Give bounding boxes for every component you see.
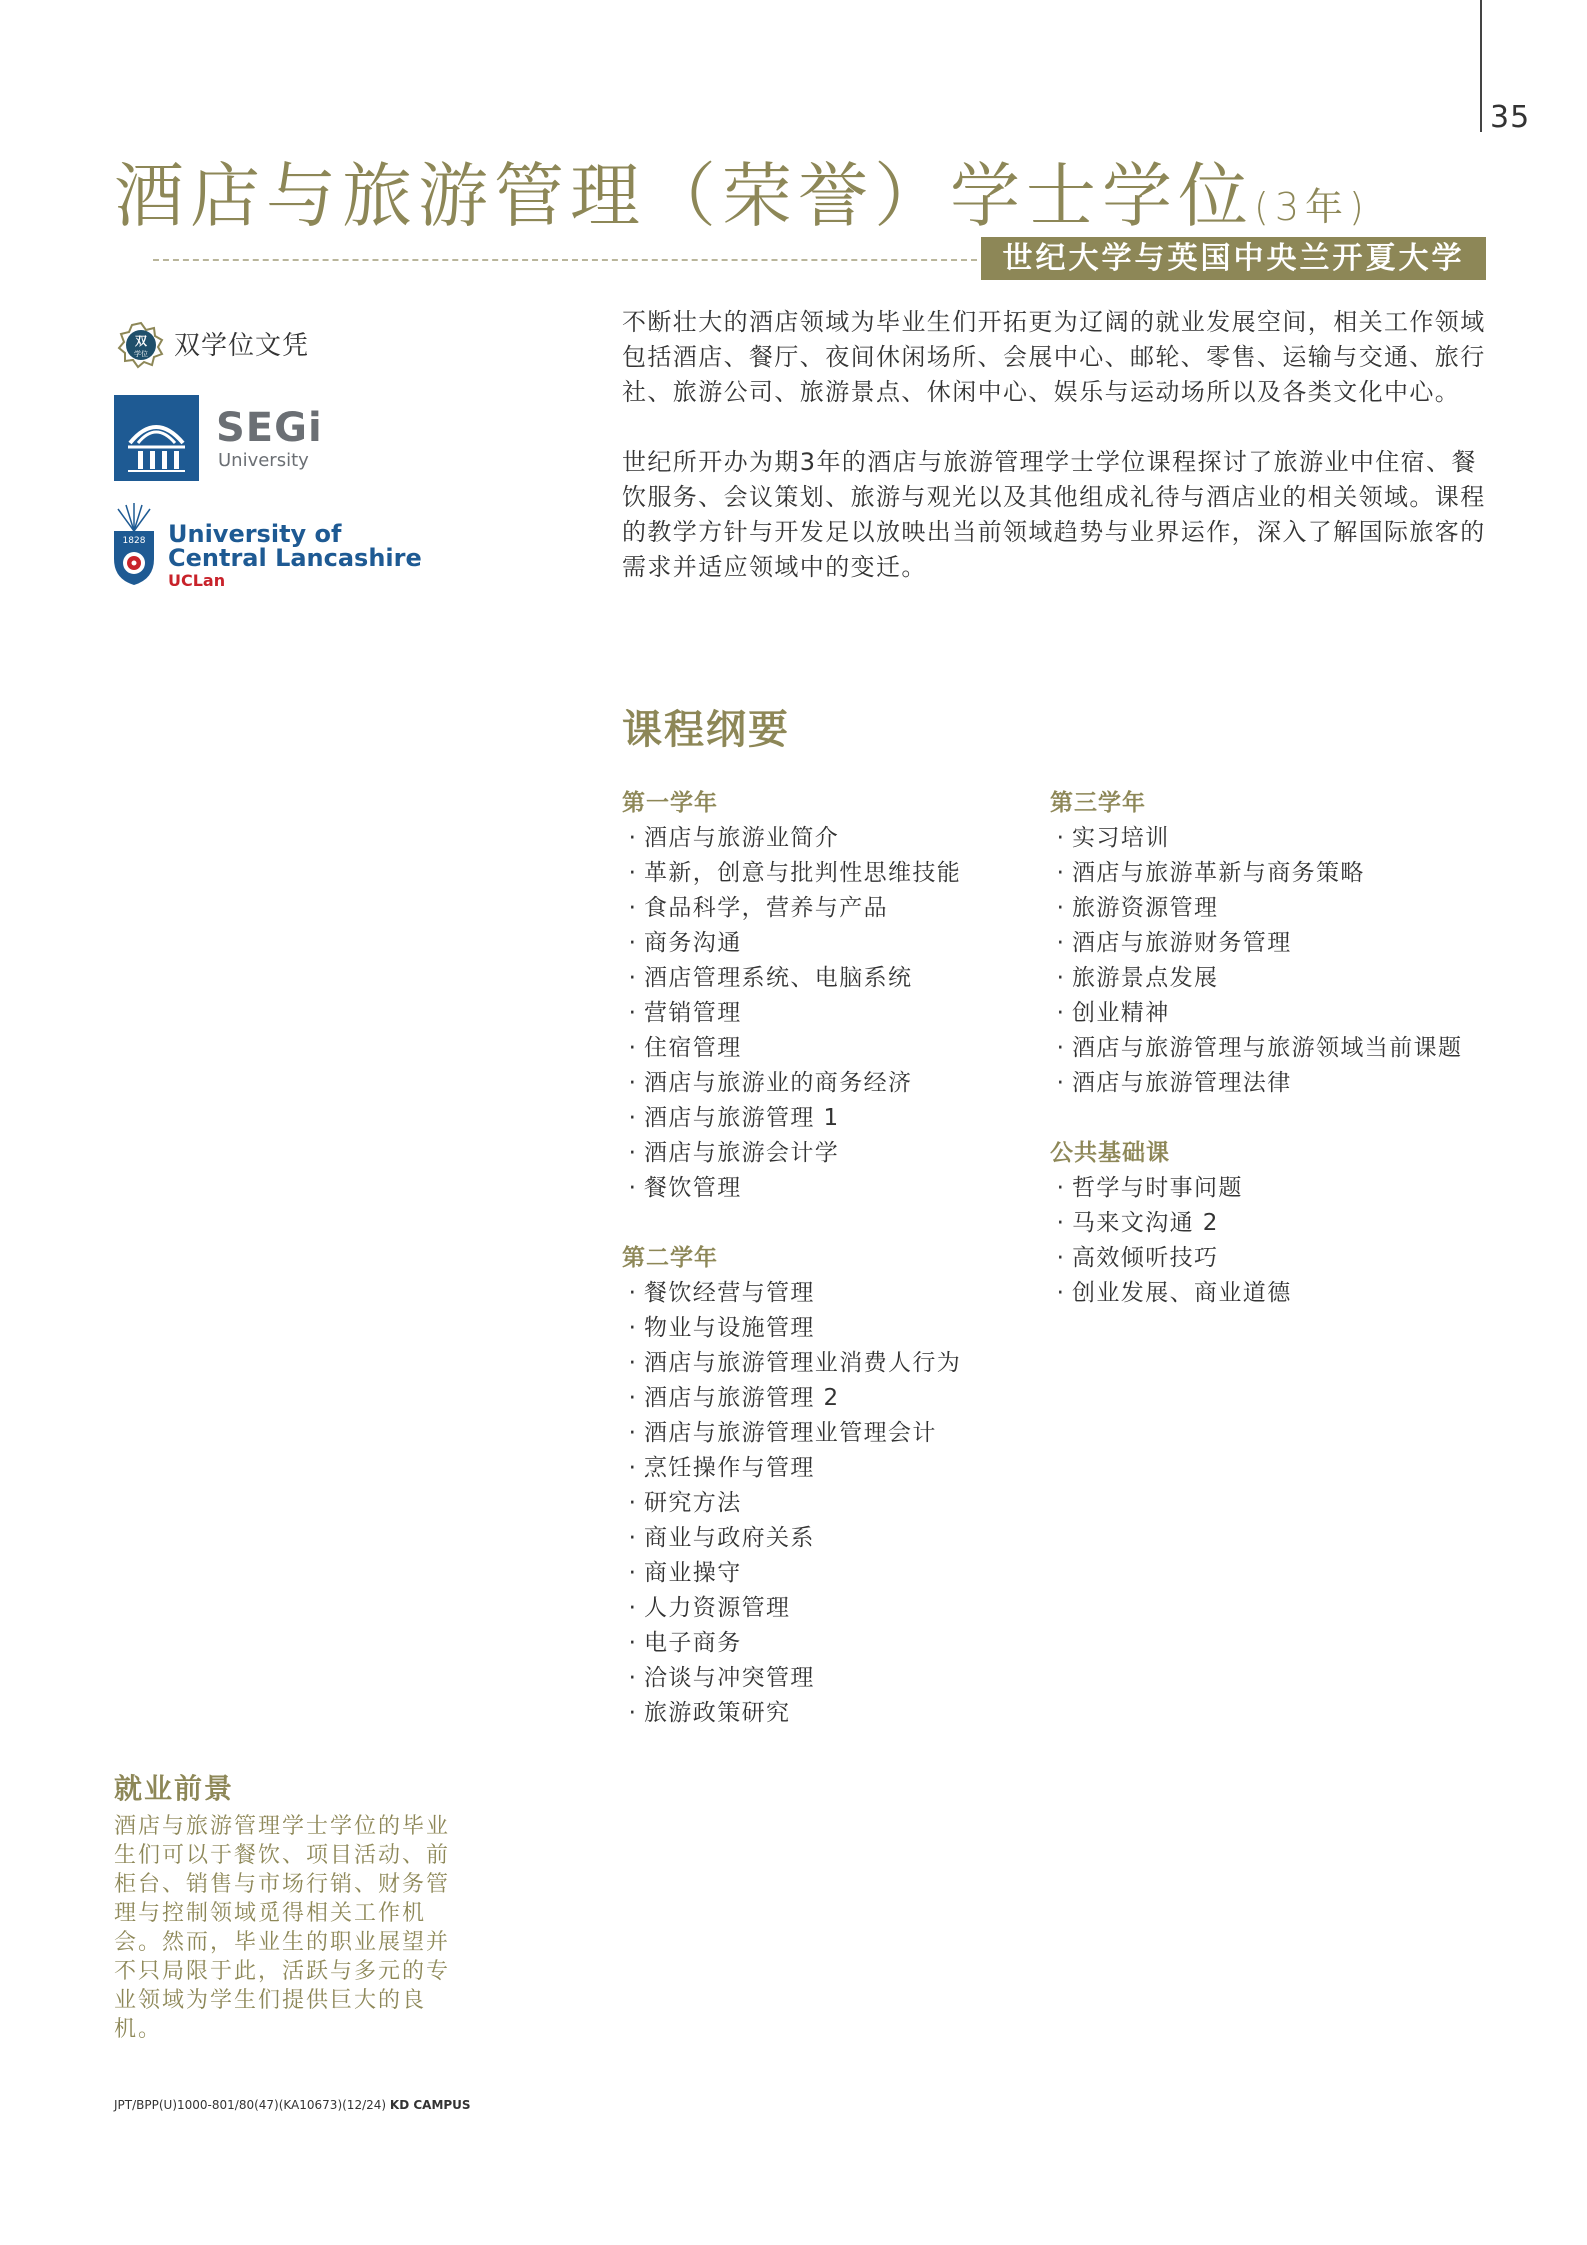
bullet: · xyxy=(628,1525,638,1551)
bullet: · xyxy=(628,1700,638,1726)
bullet: · xyxy=(1056,1000,1066,1026)
course-name: 洽谈与冲突管理 xyxy=(644,1665,815,1691)
course-item xyxy=(1050,821,1500,856)
year3-title: 第三学年 xyxy=(1050,790,1146,816)
course-name: 酒店与旅游业简介 xyxy=(644,825,840,851)
course-name: 创业精神 xyxy=(1072,1000,1170,1026)
course-name: 商业操守 xyxy=(644,1560,742,1586)
title-divider xyxy=(153,259,977,261)
bullet: · xyxy=(1056,1175,1066,1201)
course-name: 哲学与时事问题 xyxy=(1072,1175,1243,1201)
course-name: 营销管理 xyxy=(644,1000,742,1026)
course-item xyxy=(622,1171,1062,1206)
course-name: 人力资源管理 xyxy=(644,1595,791,1621)
bullet: · xyxy=(628,965,638,991)
course-name: 马来文沟通 2 xyxy=(1072,1210,1219,1236)
page-number: 35 xyxy=(1490,100,1531,135)
segi-logo-sub: University xyxy=(218,450,309,471)
course-item xyxy=(622,856,1062,891)
course-item xyxy=(1050,891,1500,926)
title-duration: (3年) xyxy=(1254,185,1370,229)
syllabus-right-column xyxy=(1050,786,1500,1311)
course-item xyxy=(1050,926,1500,961)
bullet: · xyxy=(628,1665,638,1691)
course-name: 实习培训 xyxy=(1072,825,1170,851)
syllabus-heading: 课程纲要 xyxy=(622,707,790,753)
page-title xyxy=(114,140,1370,241)
dual-degree-badge-icon xyxy=(116,320,166,370)
course-name: 旅游政策研究 xyxy=(644,1700,791,1726)
course-item xyxy=(622,1101,1062,1136)
course-name: 餐饮管理 xyxy=(644,1175,742,1201)
bullet: · xyxy=(628,1420,638,1446)
bullet: · xyxy=(1056,965,1066,991)
bullet: · xyxy=(628,1105,638,1131)
intro-paragraph-1: 不断壮大的酒店领域为毕业生们开拓更为辽阔的就业发展空间，相关工作领域包括酒店、餐厅、夜间休闲场所、会展中心、邮轮、零售、运输与交通、旅行社、旅游公司、旅游景点、休闲中心、娱乐与运动场所以及各类文化中心。 xyxy=(622,308,1486,406)
course-name: 酒店与旅游管理 2 xyxy=(644,1385,840,1411)
course-name: 电子商务 xyxy=(644,1630,742,1656)
bullet: · xyxy=(628,1280,638,1306)
course-name: 物业与设施管理 xyxy=(644,1315,815,1341)
bullet: · xyxy=(1056,895,1066,921)
year2-title: 第二学年 xyxy=(622,1245,718,1271)
year3-course-list xyxy=(1050,821,1500,1101)
career-heading: 就业前景 xyxy=(114,1772,235,1805)
course-name: 旅游景点发展 xyxy=(1072,965,1219,991)
course-name: 酒店与旅游业的商务经济 xyxy=(644,1070,913,1096)
course-name: 酒店与旅游财务管理 xyxy=(1072,930,1292,956)
bullet: · xyxy=(628,860,638,886)
year1-course-list xyxy=(622,821,1062,1206)
bullet: · xyxy=(1056,930,1066,956)
course-name: 高效倾听技巧 xyxy=(1072,1245,1219,1271)
title-main: 酒店与旅游管理（荣誉）学士学位 xyxy=(114,155,1254,237)
bullet: · xyxy=(1056,1070,1066,1096)
course-name: 酒店与旅游管理业管理会计 xyxy=(644,1420,937,1446)
footer-code: JPT/BPP(U)1000-801/80(47)(KA10673)(12/24) xyxy=(114,2098,387,2112)
course-item xyxy=(1050,1066,1500,1101)
bullet: · xyxy=(1056,1035,1066,1061)
intro-paragraph-2: 世纪所开办为期3年的酒店与旅游管理学士学位课程探讨了旅游业中住宿、餐饮服务、会议策划、旅游与观光以及其他组成礼待与酒店业的相关领域。课程的教学方针与开发足以放映出当前领域趋势与业界运作，深入了解国际旅客的需求并适应领域中的变迁。 xyxy=(622,448,1486,581)
bullet: · xyxy=(1056,825,1066,851)
bullet: · xyxy=(628,1140,638,1166)
bullet: · xyxy=(628,1035,638,1061)
year2-course-list xyxy=(622,1276,1062,1731)
bullet: · xyxy=(628,1070,638,1096)
bullet: · xyxy=(628,1630,638,1656)
course-name: 酒店与旅游管理业消费人行为 xyxy=(644,1350,962,1376)
course-name: 食品科学，营养与产品 xyxy=(644,895,888,921)
course-item xyxy=(622,1031,1062,1066)
course-item xyxy=(1050,1031,1500,1066)
course-name: 商业与政府关系 xyxy=(644,1525,815,1551)
footer-brand: KD CAMPUS xyxy=(389,2098,471,2112)
general-course-list xyxy=(1050,1171,1500,1311)
course-item xyxy=(622,1381,1062,1416)
course-item xyxy=(1050,1276,1500,1311)
bullet: · xyxy=(628,1560,638,1586)
course-name: 酒店与旅游会计学 xyxy=(644,1140,840,1166)
course-item xyxy=(622,961,1062,996)
bullet: · xyxy=(628,1315,638,1341)
course-name: 烹饪操作与管理 xyxy=(644,1455,815,1481)
bullet: · xyxy=(628,1350,638,1376)
general-courses-title: 公共基础课 xyxy=(1050,1140,1170,1166)
bullet: · xyxy=(628,930,638,956)
bullet: · xyxy=(1056,1210,1066,1236)
course-item xyxy=(1050,1241,1500,1276)
course-name: 酒店与旅游管理与旅游领域当前课题 xyxy=(1072,1035,1463,1061)
course-name: 酒店与旅游管理法律 xyxy=(1072,1070,1292,1096)
segi-building-icon xyxy=(114,395,199,481)
course-item xyxy=(622,1696,1062,1731)
bullet: · xyxy=(628,1455,638,1481)
course-name: 酒店管理系统、电脑系统 xyxy=(644,965,913,991)
course-name: 商务沟通 xyxy=(644,930,742,956)
syllabus-left-column xyxy=(622,786,1062,1731)
course-item xyxy=(622,1311,1062,1346)
dual-degree-label: 双学位文凭 xyxy=(174,331,310,361)
badge-sub: 学位 xyxy=(134,350,148,358)
bullet: · xyxy=(628,1385,638,1411)
course-name: 餐饮经营与管理 xyxy=(644,1280,815,1306)
course-item xyxy=(622,1521,1062,1556)
course-item xyxy=(1050,856,1500,891)
course-item xyxy=(622,891,1062,926)
segi-logo-name: SEGi xyxy=(216,405,323,451)
course-name: 酒店与旅游管理 1 xyxy=(644,1105,840,1131)
course-item xyxy=(622,1276,1062,1311)
bullet: · xyxy=(1056,1245,1066,1271)
course-item xyxy=(1050,996,1500,1031)
course-name: 酒店与旅游革新与商务策略 xyxy=(1072,860,1365,886)
page-number-rule xyxy=(1480,0,1482,132)
bullet: · xyxy=(628,1175,638,1201)
career-text: 酒店与旅游管理学士学位的毕业生们可以于餐饮、项目活动、前柜台、销售与市场行销、财务管理与控制领域觅得相关工作机会。然而，毕业生的职业展望并不只局限于此，活跃与多元的专业领域为学生们提供巨大的良机。 xyxy=(114,1814,451,2042)
course-name: 创业发展、商业道德 xyxy=(1072,1280,1292,1306)
intro-text xyxy=(622,305,1488,620)
course-item xyxy=(622,1346,1062,1381)
course-item xyxy=(622,1661,1062,1696)
course-item xyxy=(622,1486,1062,1521)
course-item xyxy=(622,1416,1062,1451)
badge-char: 双 xyxy=(134,334,148,348)
course-item xyxy=(622,1556,1062,1591)
uclan-logo-name xyxy=(168,522,422,570)
course-item xyxy=(622,926,1062,961)
course-item xyxy=(622,1136,1062,1171)
course-name: 旅游资源管理 xyxy=(1072,895,1219,921)
course-item xyxy=(622,821,1062,856)
bullet: · xyxy=(628,895,638,921)
course-item xyxy=(622,1626,1062,1661)
course-item xyxy=(622,996,1062,1031)
course-item xyxy=(622,1591,1062,1626)
uclan-line-2: Central Lancashire xyxy=(168,544,422,572)
footer xyxy=(114,2098,471,2112)
year1-title: 第一学年 xyxy=(622,790,718,816)
course-item xyxy=(1050,1171,1500,1206)
uclan-crest-icon xyxy=(110,503,158,587)
bullet: · xyxy=(628,1595,638,1621)
course-item xyxy=(622,1451,1062,1486)
bullet: · xyxy=(628,1000,638,1026)
uclan-short-name: UCLan xyxy=(168,571,226,590)
bullet: · xyxy=(628,1490,638,1516)
uclan-line-1: University of xyxy=(168,520,342,548)
uclan-year: 1828 xyxy=(122,536,146,546)
partner-banner: 世纪大学与英国中央兰开夏大学 xyxy=(981,237,1486,280)
bullet: · xyxy=(628,825,638,851)
bullet: · xyxy=(1056,860,1066,886)
course-item xyxy=(1050,961,1500,996)
bullet: · xyxy=(1056,1280,1066,1306)
course-item xyxy=(622,1066,1062,1101)
course-name: 革新，创意与批判性思维技能 xyxy=(644,860,962,886)
course-name: 研究方法 xyxy=(644,1490,742,1516)
course-name: 住宿管理 xyxy=(644,1035,742,1061)
course-item xyxy=(1050,1206,1500,1241)
